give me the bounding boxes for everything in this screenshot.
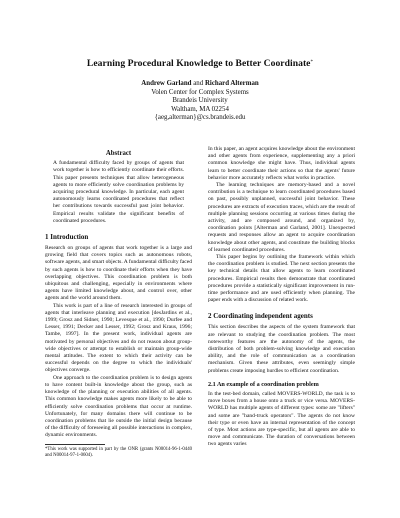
- right-paragraph-2: The learning techniques are memory-based and a novel contribution is a technique to learn coordinated procedures based on past, possibly unplanned, successful joint behavior. These procedures are extracts of execution traces, which are the result of multiple planning sessions occurring at various times during the activity, and are composed around, and organized by, coordination points [Alterman and Garland, 2001]. Unexpected requests and responses allow an agent to acquire coordination knowledge about other agents, and constitute the building blocks of learned coordinated procedures.: [208, 182, 355, 253]
- author-names: [0, 80, 400, 89]
- section-2-paragraph: This section describes the aspects of the system framework that are relevant to studying the coordination problem. The most noteworthy features are the autonomy of the agents, the distribution of both problem-solving knowledge and execution ability, and the role of communication as a coordination mechanism. Given these attributes, even seemingly simple problems create imposing hurdles to efficient coordination.: [208, 324, 355, 374]
- funding-footnote: *This work was supported in part by the ONR (grants N00014-96-1-0440 and N00014-97-1-0604).: [45, 446, 192, 458]
- author-email: {aeg,alterman}@cs.brandeis.edu: [154, 114, 246, 121]
- right-paragraph-1: In this paper, an agent acquires knowledge about the environment and other agents from experience, supplementing any a priori common knowledge she might have. Thus, individual agents learn to better coordinate their actions so that the agents' future behavior more accurately reflects what works in practice.: [208, 146, 355, 181]
- intro-paragraph-3: One approach to the coordination problem is to design agents to have content built-in knowledge about the group, such as knowledge of the planning or execution abilities of all agents. This common knowledge makes agents more likely to be able to efficiently solve coordination problems that occur at runtime. Unfortunately, for many domains there will continue to be coordination problems that lie outside the initial design because of the difficulty of foreseeing all possible interactions in complex, dynamic environments.: [45, 374, 192, 439]
- paper-title: [0, 58, 400, 70]
- section-2-1-paragraph: In the test-bed domain, called MOVERS-WORLD, the task is to move boxes from a house onto a truck or vice versa. MOVERS-WORLD has multiple agents of different types: some are "lifters" and some are "hand-truck operators". The agents do not know their type or even have an internal representation of the concept of type. Most actions are type-specific, but all agents are able to move and communicate. The duration of conversations between two agents varies: [208, 390, 355, 448]
- intro-paragraph-1: Research on groups of agents that work together is a large and growing field that covers topics such as autonomous robots, software agents, and smart objects. A fundamental difficulty faced by such agents is how to coordinate their efforts when they have overlapping objectives. This coordination problem is both ubiquitous and challenging, especially in environments where agents have limited knowledge about, and control over, other agents and the world around them.: [45, 245, 192, 302]
- intro-paragraph-2: This work is part of a line of research interested in groups of agents that interleave planning and execution [desJardins et al., 1999; Grosz and Sidner, 1990; Levesque et al., 1990; Durfee and Lesser, 1991; Decker and Lesser, 1992; Grosz and Kraus, 1996; Tambe, 1997]. In the present work, individual agents are motivated by personal objectives and do not reason about group-wide objectives or attempt to establish or maintain group-wide mental attitudes. The extent to which their activity can be successful depends on the degree to which the individuals' objectives converge.: [45, 302, 192, 374]
- section-2-heading: 2 Coordinating independent agents: [208, 312, 313, 321]
- title-footnote-mark: *: [310, 60, 314, 65]
- affiliation-center: Volen Center for Complex Systems: [151, 88, 249, 96]
- section-2-1-heading: 2.1 An example of a coordination problem: [208, 380, 319, 388]
- author-garland: Andrew Garland: [141, 80, 192, 87]
- right-column: [208, 146, 355, 449]
- affiliation-university: Brandeis University: [172, 97, 228, 104]
- right-paragraph-3: This paper begins by outlining the framework within which the coordination problem is studied. The next section presents the key technical details that allow agents to learn coordinated procedures. Empirical results then demonstrate that coordinated procedures provide a statistically significant improvement in run-time performance and are used efficiently when planning. The paper ends with a discussion of related work.: [208, 254, 355, 304]
- abstract-paragraph: A fundamental difficulty faced by groups of agents that work together is how to efficiently coordinate their efforts. This paper presents techniques that allow heterogeneous agents to more efficiently solve coordination problems by acquiring procedural knowledge. In particular, each agent autonomously learns coordinated procedures that reflect her contributions towards successful past joint behavior. Empirical results validate the significant benefits of coordinated procedures.: [53, 160, 184, 224]
- left-column: [45, 150, 192, 459]
- section-1-heading: 1 Introduction: [45, 233, 89, 242]
- author-conjunction: and: [193, 80, 204, 87]
- author-block: [0, 80, 400, 123]
- title-text: Learning Procedural Knowledge to Better Coordinate: [86, 58, 311, 69]
- abstract-body: [53, 160, 184, 225]
- affiliation-location: Waltham, MA 02254: [171, 105, 229, 113]
- footnote-divider: [45, 444, 105, 445]
- author-alterman: Richard Alterman: [204, 80, 259, 87]
- abstract-heading: Abstract: [105, 150, 132, 157]
